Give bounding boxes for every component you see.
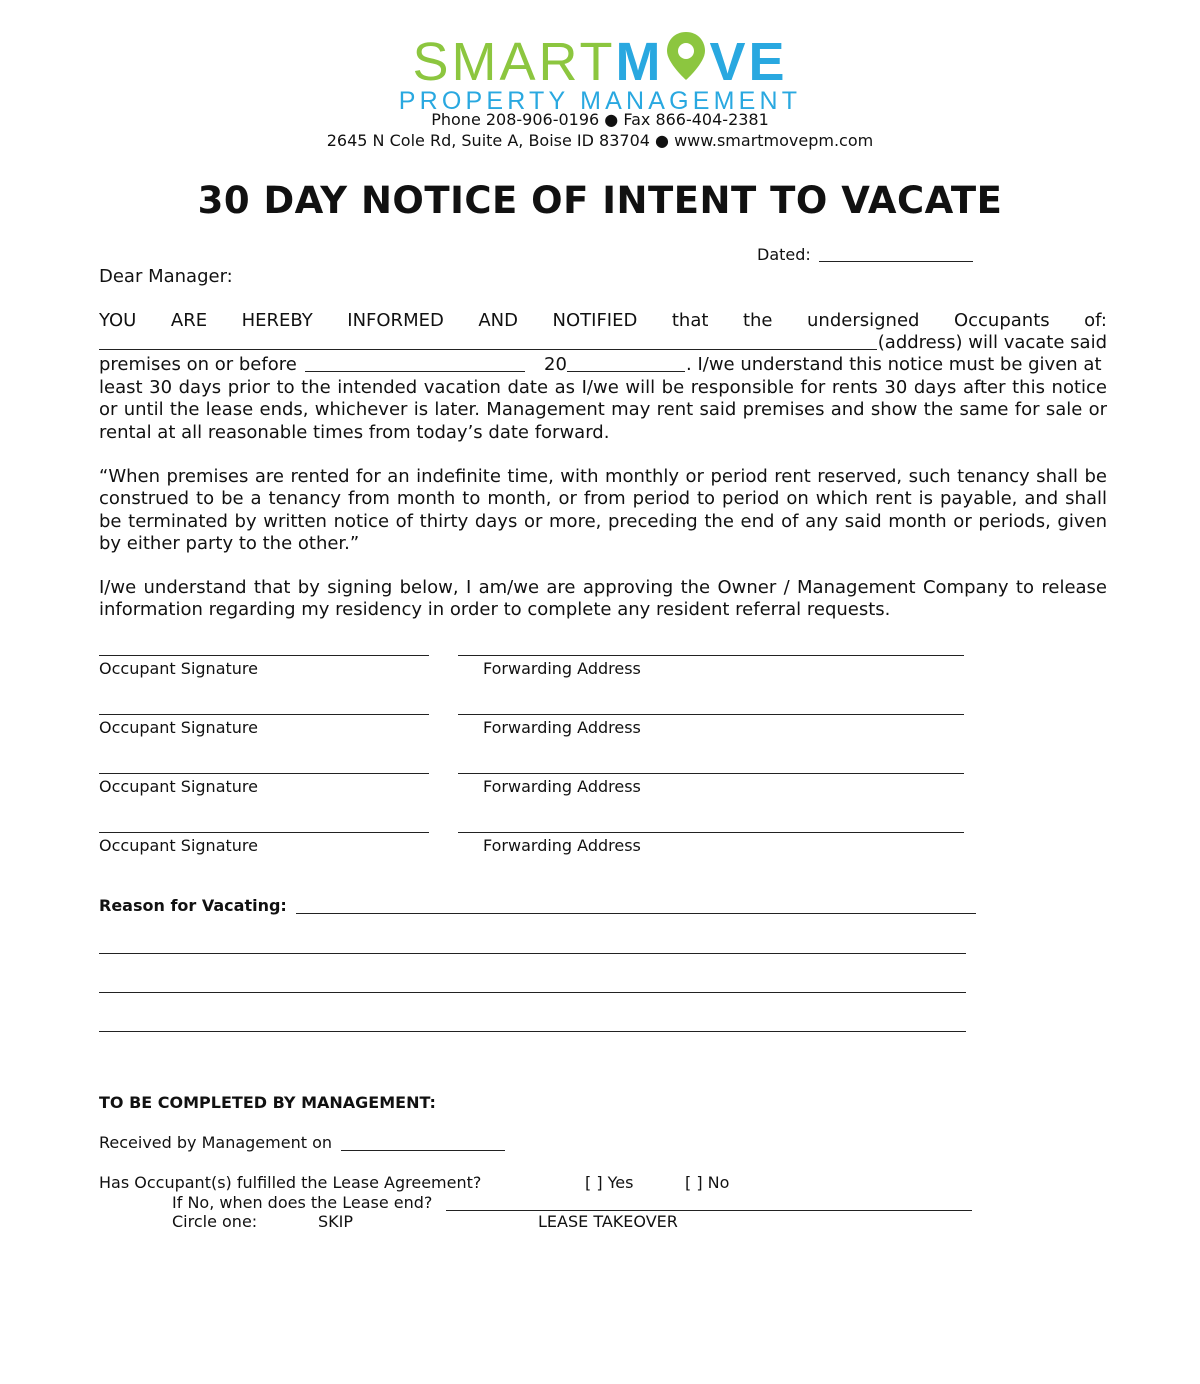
notice-word: INFORMED [347,310,444,331]
forwarding-address-label: Forwarding Address [483,836,641,855]
logo-word-move-ve: VE [709,32,788,92]
notice-word: YOU [99,310,137,331]
no-checkbox[interactable]: [ ] No [685,1173,730,1192]
forwarding-address-field-1[interactable] [458,655,964,656]
occupant-signature-field-3[interactable] [99,773,429,774]
forwarding-address-label: Forwarding Address [483,777,641,796]
notice-word: NOTIFIED [552,310,638,331]
fulfilled-question: Has Occupant(s) fulfilled the Lease Agreement? [99,1173,482,1192]
release-authorization: I/we understand that by signing below, I am/we are approving the Owner / Management Company to release information regarding my residency in order to complete any resident referral requests. [99,577,1107,621]
received-label: Received by Management on [99,1133,333,1152]
logo-subtitle: PROPERTY MANAGEMENT [398,87,802,115]
notice-word: HEREBY [241,310,313,331]
notice-word: ARE [170,310,208,331]
yes-checkbox[interactable]: [ ] Yes [585,1173,634,1192]
notice-word: undersigned [807,310,920,331]
forwarding-address-field-2[interactable] [458,714,964,715]
reason-field-3[interactable] [99,992,966,993]
notice-word: that [671,310,709,331]
occupant-signature-field-4[interactable] [99,832,429,833]
occupant-signature-label: Occupant Signature [99,718,258,737]
dated-field[interactable] [819,261,973,262]
reason-field-2[interactable] [99,953,966,954]
reason-label: Reason for Vacating: [99,896,287,915]
salutation: Dear Manager: [99,266,233,287]
reason-field-1[interactable] [296,913,976,914]
forwarding-address-field-3[interactable] [458,773,964,774]
received-date-field[interactable] [341,1150,505,1151]
notice-word: Occupants [953,310,1050,331]
forwarding-address-field-4[interactable] [458,832,964,833]
premises-prefix: premises on or before [99,354,297,375]
address-suffix: (address) will vacate said [877,332,1107,353]
notice-word: the [742,310,773,331]
notice-line-3-rest: . I/we understand this notice must be given at [686,354,1102,375]
notice-paragraph-rest: least 30 days prior to the intended vacation date as I/we will be responsible for rents 30 days after this notice or until the lease ends, whichever is later. Management may rent said premises and show the same for sale or rental at all reasonable times from today’s date forward. [99,377,1107,443]
address-field[interactable] [99,349,877,350]
location-pin-icon [664,30,708,84]
year-prefix: 20 [544,354,567,375]
statute-quote: “When premises are rented for an indefinite time, with monthly or period rent reserved, such tenancy shall be construed to be a tenancy from month to month, or from period to period on which rent is payable, and shall be terminated by written notice of thirty days or more, preceding the end of any said month or periods, given by either party to the other.” [99,466,1107,554]
contact-address: 2645 N Cole Rd, Suite A, Boise ID 83704 ● www.smartmovepm.com [326,131,874,150]
forwarding-address-label: Forwarding Address [483,659,641,678]
dated-label: Dated: [757,245,811,264]
notice-line-1 [99,310,1107,332]
vacate-year-field[interactable] [567,371,685,372]
document-title: 30 DAY NOTICE OF INTENT TO VACATE [197,179,1003,222]
logo-word-smart: SMART [412,32,616,92]
forwarding-address-label: Forwarding Address [483,718,641,737]
notice-word: AND [478,310,518,331]
management-heading: TO BE COMPLETED BY MANAGEMENT: [99,1093,436,1112]
company-logo [0,30,1200,93]
circle-one-label: Circle one: [172,1212,258,1231]
option-lease-takeover[interactable]: LEASE TAKEOVER [538,1212,678,1231]
logo-word-move-m: M [615,32,664,92]
notice-word: of: [1084,310,1107,331]
occupant-signature-label: Occupant Signature [99,659,258,678]
occupant-signature-label: Occupant Signature [99,836,258,855]
option-skip[interactable]: SKIP [318,1212,354,1231]
occupant-signature-label: Occupant Signature [99,777,258,796]
lease-end-question: If No, when does the Lease end? [172,1193,433,1212]
reason-field-4[interactable] [99,1031,966,1032]
occupant-signature-field-2[interactable] [99,714,429,715]
vacate-date-field[interactable] [305,371,525,372]
occupant-signature-field-1[interactable] [99,655,429,656]
lease-end-field[interactable] [446,1210,972,1211]
contact-phone-fax: Phone 208-906-0196 ● Fax 866-404-2381 [431,110,769,129]
